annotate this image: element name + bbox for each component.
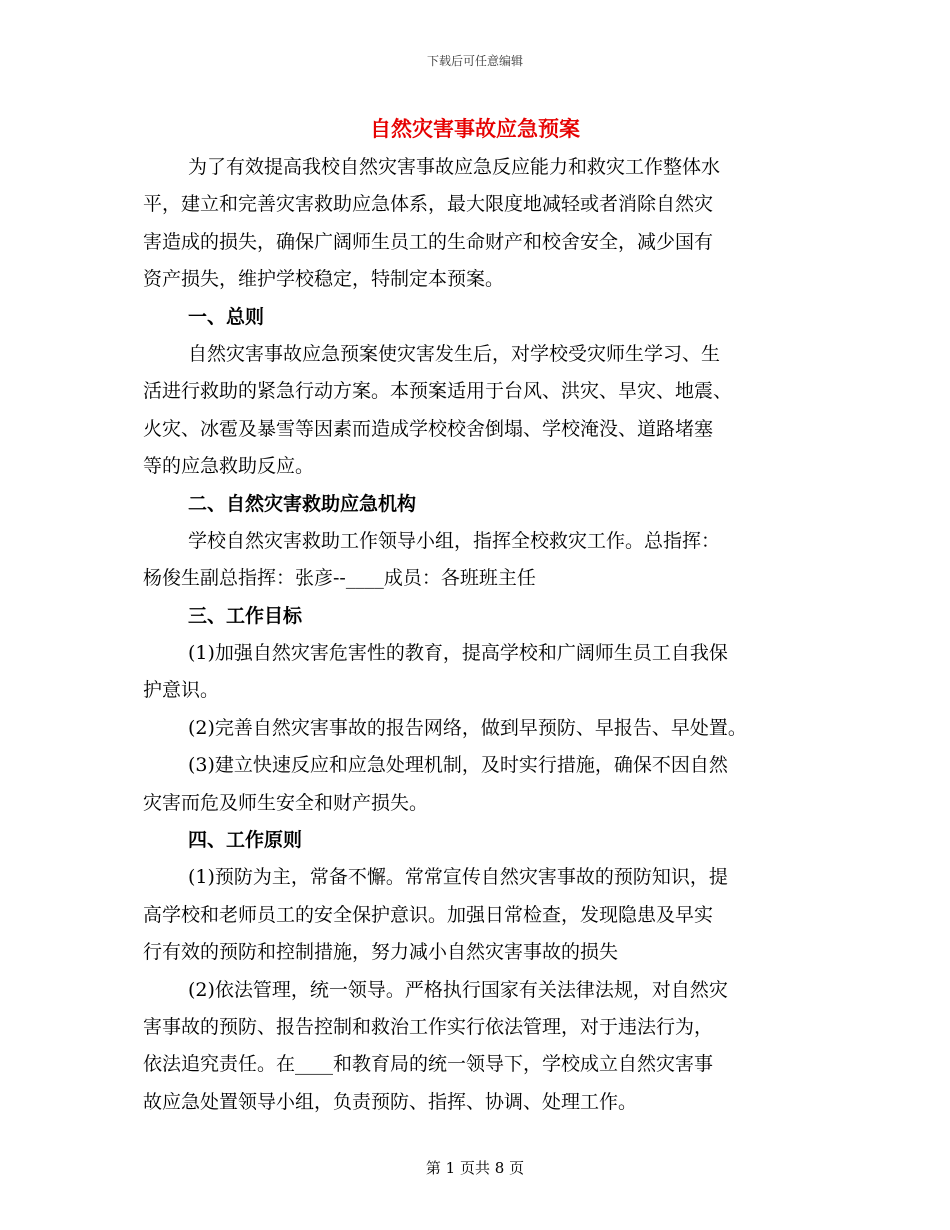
header-note: 下载后可任意编辑 [426,54,523,68]
paragraph-line: 灾害而危及师生安全和财产损失。 [143,791,429,814]
section-heading: 一、总则 [188,305,265,328]
paragraph-line: (2)依法管理，统一领导。严格执行国家有关法律法规，对自然灾 [188,978,728,1001]
paragraph-line: 故应急处置领导小组，负责预防、指挥、协调、处理工作。 [143,1090,638,1113]
paragraph-line: 活进行救助的紧急行动方案。本预案适用于台风、洪灾、旱灾、地震、 [143,380,733,403]
section-heading: 三、工作目标 [188,604,303,627]
paragraph-line: (1)加强自然灾害危害性的教育，提高学校和广阔师生员工自我保 [188,642,728,665]
paragraph-line: 行有效的预防和控制措施，努力减小自然灾害事故的损失 [143,941,619,964]
section-heading: 四、工作原则 [188,829,303,852]
paragraph-line: 依法追究责任。在____和教育局的统一领导下，学校成立自然灾害事 [143,1053,714,1076]
paragraph-line: 火灾、冰雹及暴雪等因素而造成学校校舍倒塌、学校淹没、道路堵塞 [143,417,714,440]
paragraph-line: 高学校和老师员工的安全保护意识。加强日常检查，发现隐患及早实 [143,903,714,926]
paragraph-line: (3)建立快速反应和应急处理机制，及时实行措施，确保不因自然 [188,754,728,777]
document-title: 自然灾害事故应急预案 [370,117,580,141]
paragraph-line: 害造成的损失，确保广阔师生员工的生命财产和校舍安全，减少国有 [143,230,714,253]
paragraph-line: 害事故的预防、报告控制和救治工作实行依法管理，对于违法行为， [143,1015,714,1038]
paragraph-line: 杨俊生副总指挥：张彦--____成员：各班班主任 [143,567,536,590]
paragraph-line: (2)完善自然灾害事故的报告网络，做到早预防、早报告、早处置。 [188,716,747,739]
section-heading: 二、自然灾害救助应急机构 [188,492,417,515]
paragraph-line: 资产损失，维护学校稳定，特制定本预案。 [143,268,505,291]
document-body [143,149,818,1121]
paragraph-line: 平，建立和完善灾害救助应急体系，最大限度地减轻或者消除自然灾 [143,193,714,216]
paragraph-line: 护意识。 [143,679,220,702]
page-footer: 第 1 页共 8 页 [425,1159,525,1177]
paragraph-line: 自然灾害事故应急预案使灾害发生后，对学校受灾师生学习、生 [188,342,721,365]
paragraph-line: 等的应急救助反应。 [143,455,315,478]
paragraph-line: 为了有效提高我校自然灾害事故应急反应能力和救灾工作整体水 [188,156,721,178]
paragraph-line: (1)预防为主，常备不懈。常常宣传自然灾害事故的预防知识，提 [188,866,728,889]
paragraph-line: 学校自然灾害救助工作领导小组，指挥全校救灾工作。总指挥： [188,529,721,552]
